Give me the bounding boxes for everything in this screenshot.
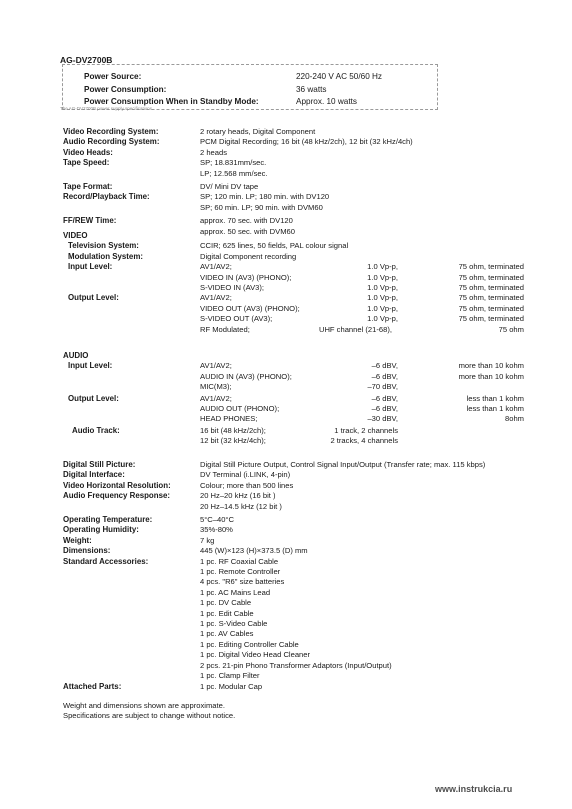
spec-label: Attached Parts:	[63, 682, 122, 692]
signal-level: –6 dBV,	[371, 361, 398, 371]
spec-value: 1 pc. Modular Cap	[200, 682, 263, 692]
spec-value: SP; 18.831mm/sec.	[200, 158, 267, 168]
signal-port: S-VIDEO IN (AV3);	[200, 283, 264, 292]
spec-value: 20 Hz–14.5 kHz (12 bit )	[200, 501, 282, 511]
spec-label: Video Horizontal Resolution:	[63, 480, 171, 490]
spec-value: Digital Component recording	[200, 251, 297, 261]
signal-level: –6 dBV,	[371, 404, 398, 413]
signal-impedance: less than 1 kohm	[466, 404, 524, 413]
spec-value: 4 pcs. "R6" size batteries	[200, 577, 285, 587]
signal-impedance: 8ohm	[505, 414, 524, 424]
power-label: Power Consumption:	[84, 85, 167, 94]
signal-level: 1.0 Vp-p,	[367, 283, 398, 292]
spec-label: Modulation System:	[68, 251, 143, 261]
signal-port: AV1/AV2;	[200, 293, 232, 303]
signal-level: –30 dBV,	[367, 414, 398, 424]
spec-value: 1 pc. Edit Cable	[200, 608, 254, 618]
signal-port: AV1/AV2;	[200, 361, 232, 371]
spec-value: approx. 70 sec. with DV120	[200, 216, 293, 226]
track-format: 12 bit (32 kHz/4ch);	[200, 436, 266, 446]
spec-label: Tape Speed:	[63, 158, 110, 168]
video-heading: VIDEO	[63, 231, 88, 240]
signal-port: VIDEO IN (AV3) (PHONO);	[200, 272, 292, 282]
signal-level: –6 dBV,	[371, 393, 398, 403]
signal-level: –70 dBV,	[367, 382, 398, 392]
signal-port: VIDEO OUT (AV3) (PHONO);	[200, 303, 300, 313]
audio-input-label: Input Level:	[68, 361, 113, 371]
spec-value: 2 rotary heads, Digital Component	[200, 127, 316, 136]
audio-heading: AUDIO	[63, 351, 89, 360]
signal-port: AV1/AV2;	[200, 262, 232, 272]
spec-value: 5°C–40°C	[200, 515, 234, 524]
signal-impedance: less than 1 kohm	[466, 393, 524, 403]
signal-impedance: 75 ohm, terminated	[458, 303, 524, 313]
spec-value: 1 pc. Editing Controller Cable	[200, 639, 299, 649]
model-number: AG-DV2700B	[60, 55, 113, 65]
spec-label: Video Heads:	[63, 147, 113, 157]
track-channels: 1 track, 2 channels	[334, 425, 398, 435]
signal-impedance: 75 ohm, terminated	[458, 293, 524, 303]
spec-label: Television System:	[68, 241, 139, 251]
spec-value: 1 pc. AV Cables	[200, 629, 254, 639]
spec-label: FF/REW Time:	[63, 216, 117, 226]
spec-value: 2 pcs. 21-pin Phono Transformer Adaptors (Input/Output)	[200, 660, 392, 670]
signal-impedance: 75 ohm, terminated	[458, 283, 524, 292]
spec-value: PCM Digital Recording; 16 bit (48 kHz/2ch), 12 bit (32 kHz/4ch)	[200, 137, 413, 147]
power-label: Power Source:	[84, 72, 142, 81]
signal-impedance: 75 ohm, terminated	[458, 272, 524, 282]
rf-impedance: 75 ohm	[498, 324, 524, 334]
spec-value: 1 pc. Remote Controller	[200, 567, 281, 576]
spec-label: Digital Interface:	[63, 470, 125, 480]
audio-track-label: Audio Track:	[72, 425, 120, 435]
spec-value: 35%-80%	[200, 525, 233, 535]
signal-port: AV1/AV2;	[200, 393, 232, 403]
spec-label: Video Recording System:	[63, 127, 159, 136]
spec-label: Operating Humidity:	[63, 525, 139, 535]
rf-port: RF Modulated;	[200, 324, 250, 334]
spec-value: LP; 12.568 mm/sec.	[200, 168, 268, 178]
spec-value: 20 Hz–20 kHz (16 bit )	[200, 491, 276, 501]
signal-level: 1.0 Vp-p,	[367, 293, 398, 303]
signal-level: 1.0 Vp-p,	[367, 272, 398, 282]
signal-port: HEAD PHONES;	[200, 414, 258, 424]
output-level-label: Output Level:	[68, 293, 119, 303]
spec-label: Dimensions:	[63, 546, 111, 556]
spec-label: Audio Frequency Response:	[63, 491, 170, 501]
watermark: www.instrukcia.ru	[435, 784, 513, 794]
rf-channel: UHF channel (21-68),	[318, 324, 392, 334]
spec-label: Digital Still Picture:	[63, 460, 136, 469]
spec-value: 1 pc. Clamp Filter	[200, 671, 260, 680]
spec-value: 1 pc. RF Coaxial Cable	[200, 556, 279, 566]
signal-level: 1.0 Vp-p,	[367, 262, 398, 272]
spec-label: Audio Recording System:	[63, 137, 160, 147]
box-note: The AG-DV2700B power supply specifications.	[60, 106, 154, 111]
spec-value: 2 heads	[200, 147, 228, 157]
signal-port: MIC(M3);	[200, 382, 232, 392]
signal-level: 1.0 Vp-p,	[367, 303, 398, 313]
footnote: Weight and dimensions shown are approximate.	[63, 701, 225, 710]
spec-value: 445 (W)×123 (H)×373.5 (D) mm	[200, 546, 308, 556]
signal-port: AUDIO IN (AV3) (PHONO);	[200, 371, 292, 381]
power-value: Approx. 10 watts	[296, 97, 357, 106]
spec-value: CCIR; 625 lines, 50 fields, PAL colour signal	[200, 241, 349, 251]
signal-port: AUDIO OUT (PHONO);	[200, 404, 280, 413]
signal-level: 1.0 Vp-p,	[367, 314, 398, 324]
footnote: Specifications are subject to change without notice.	[63, 711, 236, 721]
signal-impedance: more than 10 kohm	[458, 371, 524, 381]
spec-label: Standard Accessories:	[63, 556, 149, 566]
input-level-label: Input Level:	[68, 262, 113, 272]
spec-label: Record/Playback Time:	[63, 192, 150, 202]
spec-value: approx. 50 sec. with DVM60	[200, 226, 295, 236]
signal-impedance: 75 ohm, terminated	[458, 314, 524, 324]
spec-value: DV Terminal (i.LINK, 4-pin)	[200, 470, 291, 480]
spec-value: 1 pc. AC Mains Lead	[200, 587, 271, 597]
signal-impedance: 75 ohm, terminated	[458, 262, 524, 272]
spec-value: 1 pc. Digital Video Head Cleaner	[200, 650, 311, 660]
spec-value: SP; 60 min. LP; 90 min. with DVM60	[200, 202, 323, 212]
track-format: 16 bit (48 kHz/2ch);	[200, 425, 266, 435]
spec-value: Digital Still Picture Output, Control Signal Input/Output (Transfer rate; max. 115 kbps)	[200, 460, 486, 469]
power-value: 36 watts	[296, 85, 327, 94]
power-value: 220-240 V AC 50/60 Hz	[296, 72, 383, 81]
audio-output-label: Output Level:	[68, 393, 119, 403]
spec-label: Tape Format:	[63, 182, 113, 191]
spec-value: 1 pc. S-Video Cable	[200, 619, 268, 628]
spec-value: 7 kg	[200, 535, 215, 545]
track-channels: 2 tracks, 4 channels	[330, 436, 398, 446]
signal-level: –6 dBV,	[371, 371, 398, 381]
spec-value: 1 pc. DV Cable	[200, 598, 252, 608]
spec-label: Operating Temperature:	[63, 515, 153, 524]
power-label: Power Consumption When in Standby Mode:	[84, 97, 259, 106]
spec-value: Colour; more than 500 lines	[200, 480, 294, 490]
spec-value: DV/ Mini DV tape	[200, 182, 259, 191]
spec-label: Weight:	[63, 535, 92, 545]
spec-value: SP; 120 min. LP; 180 min. with DV120	[200, 192, 330, 202]
signal-port: S-VIDEO OUT (AV3);	[200, 314, 273, 324]
signal-impedance: more than 10 kohm	[458, 361, 524, 371]
